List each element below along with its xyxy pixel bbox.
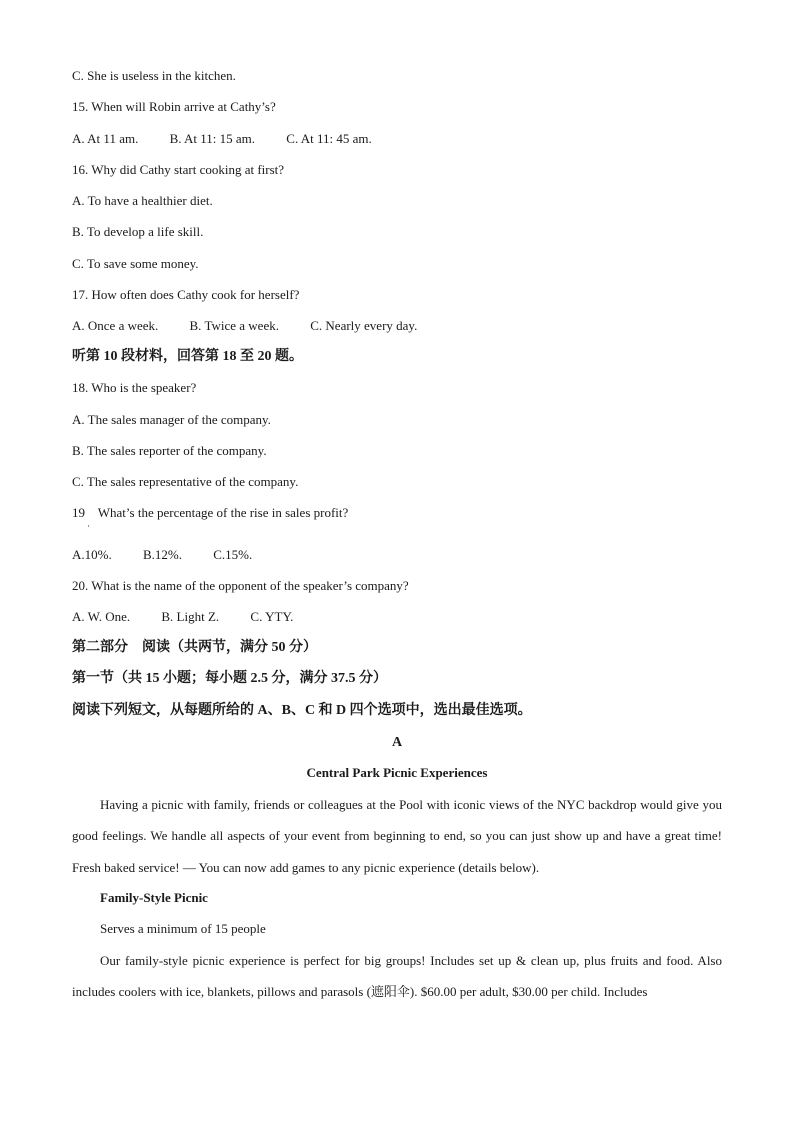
question-18: 18. Who is the speaker? — [72, 380, 197, 395]
passage-paragraph-2: Our family-style picnic experience is perfect for big groups! Includes set up & clean up, plus fruits and food. Also includes coolers with ice, blankets, pillows and parasols (遮阳伞). $60.00 per adult, $30.00 per child. Includes — [72, 953, 722, 1000]
q17-option-a: A. Once a week. — [72, 318, 159, 333]
reading-instructions: 阅读下列短文，从每题所给的 A、B、C 和 D 四个选项中，选出最佳选项。 — [72, 703, 532, 718]
q15-option-b: B. At 11: 15 am. — [169, 131, 256, 146]
q19-option-b: B.12%. — [142, 547, 182, 562]
question-15-options — [72, 131, 372, 147]
q18-option-b: B. The sales reporter of the company. — [72, 443, 267, 458]
question-15: 15. When will Robin arrive at Cathy’s? — [72, 99, 276, 114]
q18-option-a: A. The sales manager of the company. — [72, 412, 271, 427]
passage-title: Central Park Picnic Experiences — [306, 765, 488, 780]
question-20: 20. What is the name of the opponent of the speaker’s company? — [72, 578, 409, 593]
section-1-heading: 第一节（共 15 小题；每小题 2.5 分，满分 37.5 分） — [72, 671, 387, 686]
q20-option-b: B. Light Z. — [161, 609, 220, 624]
serves-note: Serves a minimum of 15 people — [100, 921, 266, 936]
subheading-family-style-picnic: Family-Style Picnic — [100, 890, 208, 905]
q19-option-a: A.10%. — [72, 547, 112, 562]
q19-option-c: C.15%. — [213, 547, 253, 562]
q15-option-c: C. At 11: 45 am. — [286, 131, 372, 146]
question-17: 17. How often does Cathy cook for herself? — [72, 287, 300, 302]
q20-option-a: A. W. One. — [72, 609, 131, 624]
q18-option-c: C. The sales representative of the company. — [72, 474, 299, 489]
question-19-options — [72, 547, 252, 563]
passage-paragraph-1: Having a picnic with family, friends or colleagues at the Pool with iconic views of the NYC backdrop would give you good feelings. We handle all aspects of your event from beginning to end, so you can just show up and have a great time! Fresh baked service! — You can now add games to any picnic experience (details below). — [72, 797, 722, 875]
question-20-options — [72, 609, 293, 625]
q20-option-c: C. YTY. — [250, 609, 294, 624]
question-19: 19 What’s the percentage of the rise in sales profit? — [72, 505, 349, 520]
q16-option-b: B. To develop a life skill. — [72, 224, 204, 239]
section-10-heading: 听第 10 段材料，回答第 18 至 20 题。 — [72, 349, 303, 364]
passage-letter: A — [391, 735, 403, 750]
part-2-heading: 第二部分 阅读（共两节，满分 50 分） — [72, 640, 317, 655]
q17-option-b: B. Twice a week. — [189, 318, 279, 333]
q16-option-a: A. To have a healthier diet. — [72, 193, 213, 208]
question-16: 16. Why did Cathy start cooking at first? — [72, 162, 285, 177]
q17-option-c: C. Nearly every day. — [310, 318, 418, 333]
question-17-options — [72, 318, 417, 334]
q16-option-c: C. To save some money. — [72, 256, 199, 271]
stray-dot: · — [87, 521, 90, 531]
q14-option-c: C. She is useless in the kitchen. — [72, 68, 236, 83]
q15-option-a: A. At 11 am. — [72, 131, 139, 146]
